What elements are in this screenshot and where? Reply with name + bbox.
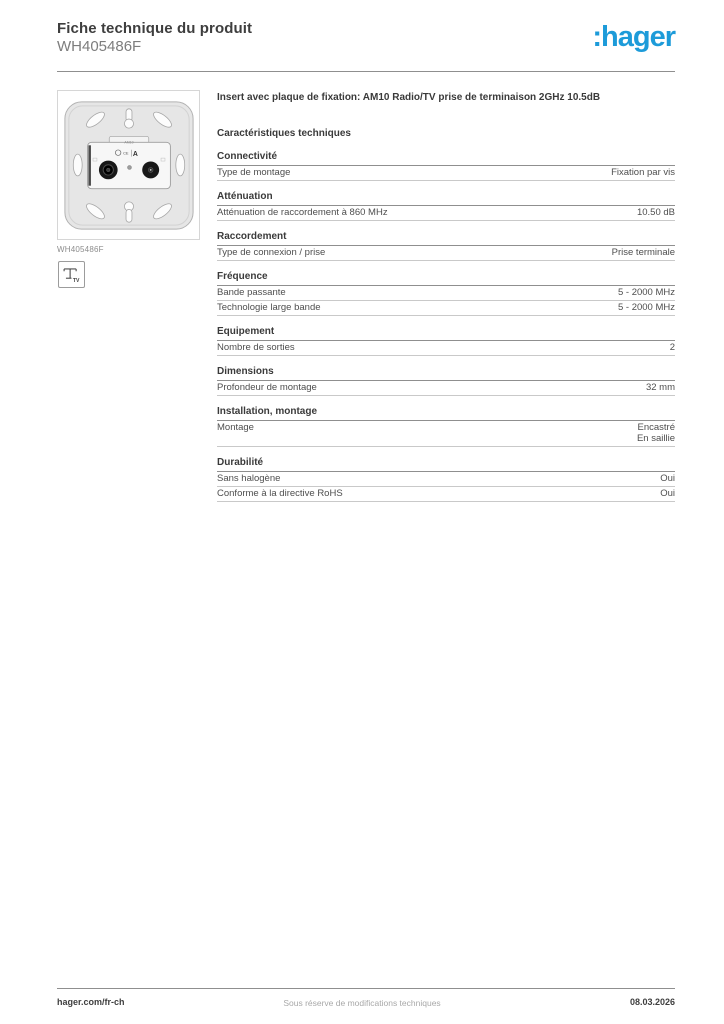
spec-label: Type de connexion / prise [217,247,326,258]
spec-value: 5 - 2000 MHz [617,287,675,298]
center-screw [128,165,132,169]
spec-value: 2 [669,342,675,353]
spec-row [217,381,675,396]
footer-disclaimer: Sous réserve de modifications techniques [283,998,441,1008]
spec-section [217,231,675,261]
spec-value: Encastré En saillie [636,422,675,444]
product-code: WH405486F [57,38,142,55]
mounting-plate-illustration [58,91,199,239]
spec-label: Bande passante [217,287,286,298]
coax-connector-right [142,161,159,178]
footer-website-link[interactable]: hager.com/fr-ch [57,997,125,1007]
spec-label: Montage [217,422,254,433]
spec-row [217,246,675,261]
spec-label: Technologie large bande [217,302,321,313]
spec-section [217,457,675,502]
spec-row [217,472,675,487]
page-title: Fiche technique du produit [57,20,253,37]
section-title: Dimensions [217,366,675,381]
image-caption: WH405486F [57,245,104,254]
spec-row [217,301,675,316]
spec-row [217,286,675,301]
section-title: Connectivité [217,151,675,166]
spec-value: Prise terminale [611,247,675,258]
spec-value: Oui [660,473,675,484]
section-title: Equipement [217,326,675,341]
spec-label: Conforme à la directive RoHS [217,488,343,499]
spec-row [217,421,675,447]
header-divider [57,71,675,72]
product-description: Insert avec plaque de fixation: AM10 Radio/TV prise de terminaison 2GHz 10.5dB [217,92,601,103]
tv-socket-icon [58,261,85,288]
spec-value: Oui [660,488,675,499]
spec-label: Nombre de sorties [217,342,295,353]
section-title: Atténuation [217,191,675,206]
tv-icon-label: TV [72,277,80,284]
spec-label: Type de montage [217,167,291,178]
hager-logo: :hager [592,21,675,53]
ce-mark: CE [123,150,129,156]
module-type-label: AM10 [124,140,134,145]
footer-date: 08.03.2026 [629,997,675,1007]
spec-value: 5 - 2000 MHz [617,302,675,313]
coax-connector-left [99,161,118,180]
section-title: Installation, montage [217,406,675,421]
spec-value: 32 mm [645,382,675,393]
section-title: Durabilité [217,457,675,472]
product-image [57,90,200,240]
module-side-strip [88,145,91,185]
spec-value: 10.50 dB [636,207,675,218]
spec-section [217,271,675,316]
spec-section [217,326,675,356]
spec-section [217,406,675,447]
section-title: Fréquence [217,271,675,286]
spec-label: Atténuation de raccordement à 860 MHz [217,207,388,218]
spec-section [217,191,675,221]
spec-label: Sans halogène [217,473,281,484]
class-mark: A [132,151,138,159]
spec-label: Profondeur de montage [217,382,317,393]
spec-row [217,166,675,181]
spec-value: Fixation par vis [611,167,675,178]
footer-divider [57,988,675,989]
spec-row [217,341,675,356]
section-title: Raccordement [217,231,675,246]
spec-sections [217,151,675,502]
antenna-icon [59,262,84,287]
spec-section [217,151,675,181]
spec-row [217,487,675,502]
spec-section [217,366,675,396]
spec-row [217,206,675,221]
specs-heading: Caractéristiques techniques [217,128,351,139]
